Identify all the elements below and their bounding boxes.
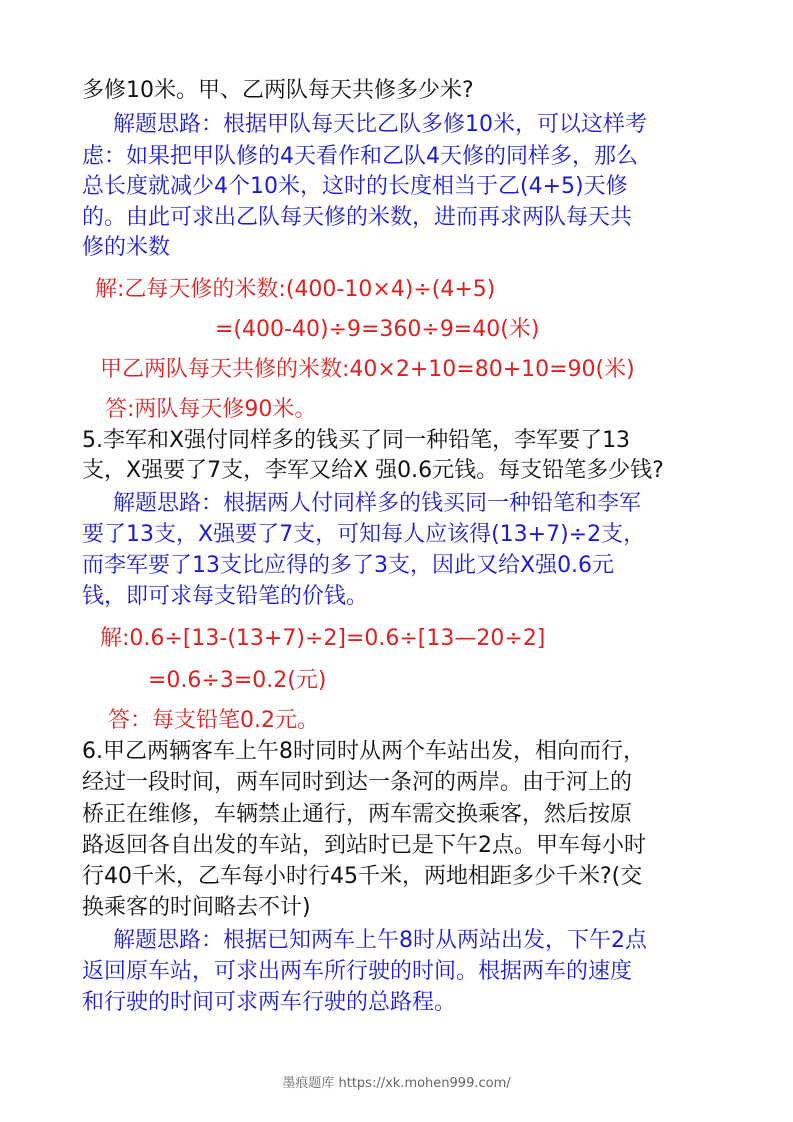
solution-idea-line: 要了13支，X强要了7支，可知每人应该得(13+7)÷2支， (82, 522, 646, 547)
solution-line: =(400-40)÷9=360÷9=40(米) (215, 317, 540, 342)
solution-idea-line: 解题思路：根据已知两车上午8时从两站出发，下午2点 (113, 928, 647, 953)
question-line: 桥正在维修，车辆禁止通行，两车需交换乘客，然后按原 (82, 802, 633, 827)
solution-idea-line: 的。由此可求出乙队每天修的米数，进而再求两队每天共 (82, 205, 633, 230)
solution-idea-line: 修的米数 (82, 235, 171, 260)
solution-idea-line: 解题思路：根据两人付同样多的钱买同一种铅笔和李军 (113, 491, 642, 516)
question-line: 6.甲乙两辆客车上午8时同时从两个车站出发，相向而行， (82, 739, 645, 764)
solution-line: =0.6÷3=0.2(元) (148, 668, 327, 693)
solution-idea-line: 和行驶的时间可求两车行驶的总路程。 (82, 990, 457, 1015)
answer-line: 答：每支铅笔0.2元。 (108, 708, 319, 733)
solution-line: 解:乙每天修的米数:(400-10×4)÷(4+5) (95, 277, 496, 302)
question-line: 多修10米。甲、乙两队每天共修多少米? (82, 78, 474, 103)
question-line: 行40千米，乙车每小时行45千米，两地相距多少千米?(交 (82, 864, 643, 889)
solution-idea-line: 钱，即可求每支铅笔的价钱。 (82, 584, 369, 609)
solution-idea-line: 解题思路：根据甲队每天比乙队多修10米，可以这样考 (113, 112, 647, 137)
solution-idea-line: 虑：如果把甲队修的4天看作和乙队4天修的同样多，那么 (82, 144, 638, 169)
question-line: 支，X强要了7支，李军又给X 强0.6元钱。每支铅笔多少钱? (82, 458, 664, 483)
footer-watermark: 墨痕题库 https://xk.mohen999.com/ (282, 1076, 511, 1091)
question-line: 路返回各自出发的车站，到站时已是下午2点。甲车每小时 (82, 833, 646, 858)
solution-idea-line: 返回原车站，可求出两车所行驶的时间。根据两车的速度 (82, 959, 633, 984)
solution-line: 甲乙两队每天共修的米数:40×2+10=80+10=90(米) (100, 357, 635, 382)
solution-line: 解:0.6÷[13-(13+7)÷2]=0.6÷[13—20÷2] (100, 626, 546, 651)
answer-line: 答:两队每天修90米。 (105, 397, 317, 422)
solution-idea-line: 总长度就减少4个10米，这时的长度相当于乙(4+5)天修 (82, 174, 628, 199)
question-line: 换乘客的时间略去不计) (82, 895, 311, 920)
question-line: 经过一段时间，两车同时到达一条河的两岸。由于河上的 (82, 770, 633, 795)
solution-idea-line: 而李军要了13支比应得的多了3支，因此又给X强0.6元 (82, 553, 615, 578)
question-line: 5.李军和X强付同样多的钱买了同一种铅笔，李军要了13 (82, 428, 631, 453)
